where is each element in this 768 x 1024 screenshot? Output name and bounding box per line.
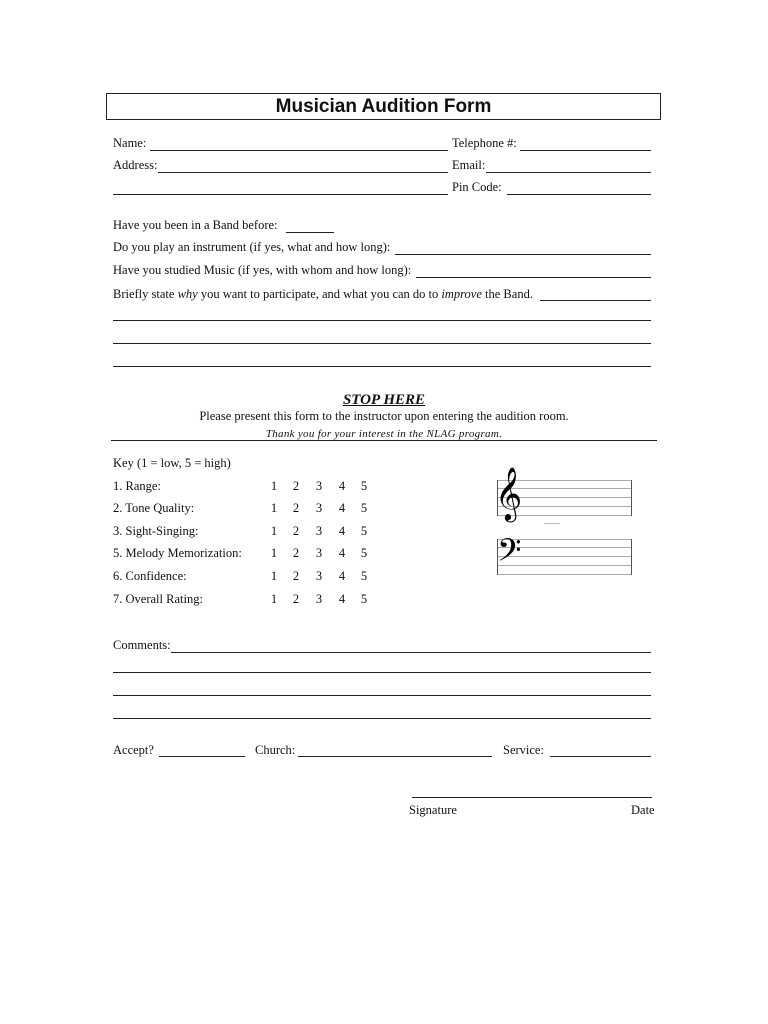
comments-field[interactable] bbox=[171, 652, 651, 653]
rating-item-overall: 7. Overall Rating: bbox=[113, 592, 203, 606]
treble-clef-icon: 𝄞 bbox=[495, 466, 523, 520]
rating-item-range: 1. Range: bbox=[113, 479, 161, 493]
stop-instruction: Please present this form to the instructor upon entering the audition room. bbox=[199, 409, 569, 423]
confidence-score-3[interactable]: 3 bbox=[315, 569, 323, 583]
melody-score-2[interactable]: 2 bbox=[292, 546, 300, 560]
name-field[interactable] bbox=[150, 150, 448, 151]
range-score-3[interactable]: 3 bbox=[315, 479, 323, 493]
stop-heading: STOP HERE bbox=[342, 392, 426, 408]
melody-score-3[interactable]: 3 bbox=[315, 546, 323, 560]
section-divider bbox=[111, 440, 657, 441]
overall-score-2[interactable]: 2 bbox=[292, 592, 300, 606]
why-answer-line-2[interactable] bbox=[113, 320, 651, 321]
instrument-question: Do you play an instrument (if yes, what and how long): bbox=[113, 240, 391, 254]
email-label: Email: bbox=[452, 158, 486, 172]
sight-score-4[interactable]: 4 bbox=[338, 524, 346, 538]
email-field[interactable] bbox=[486, 172, 651, 173]
name-label: Name: bbox=[113, 136, 147, 150]
accept-label: Accept? bbox=[113, 743, 154, 757]
date-label: Date bbox=[631, 803, 655, 817]
rating-item-sight-singing: 3. Sight-Singing: bbox=[113, 524, 199, 538]
form-title: Musician Audition Form bbox=[275, 95, 492, 117]
service-field[interactable] bbox=[550, 756, 651, 757]
signature-field[interactable] bbox=[412, 797, 652, 798]
band-question: Have you been in a Band before: bbox=[113, 218, 278, 232]
comments-line-3[interactable] bbox=[113, 695, 651, 696]
why-question-part-2: you want to participate, and what you can do to bbox=[197, 287, 442, 301]
confidence-score-5[interactable]: 5 bbox=[360, 569, 368, 583]
address-label: Address: bbox=[113, 158, 158, 172]
sight-score-5[interactable]: 5 bbox=[360, 524, 368, 538]
why-answer-line-3[interactable] bbox=[113, 343, 651, 344]
overall-score-1[interactable]: 1 bbox=[270, 592, 278, 606]
rating-key: Key (1 = low, 5 = high) bbox=[113, 456, 231, 470]
overall-score-3[interactable]: 3 bbox=[315, 592, 323, 606]
tone-score-2[interactable]: 2 bbox=[292, 501, 300, 515]
thanks-note: Thank you for your interest in the NLAG program. bbox=[265, 428, 503, 440]
tone-score-3[interactable]: 3 bbox=[315, 501, 323, 515]
why-question-part-3: the Band. bbox=[481, 287, 533, 301]
melody-score-4[interactable]: 4 bbox=[338, 546, 346, 560]
confidence-score-2[interactable]: 2 bbox=[292, 569, 300, 583]
confidence-score-4[interactable]: 4 bbox=[338, 569, 346, 583]
confidence-score-1[interactable]: 1 bbox=[270, 569, 278, 583]
music-study-answer-field[interactable] bbox=[416, 277, 651, 278]
why-question-part-1: Briefly state bbox=[113, 287, 178, 301]
signature-label: Signature bbox=[409, 803, 457, 817]
church-field[interactable] bbox=[298, 756, 492, 757]
church-label: Church: bbox=[255, 743, 296, 757]
music-study-question: Have you studied Music (if yes, with whom and how long): bbox=[113, 263, 412, 277]
form-title-box bbox=[106, 93, 661, 120]
melody-score-5[interactable]: 5 bbox=[360, 546, 368, 560]
overall-score-5[interactable]: 5 bbox=[360, 592, 368, 606]
sight-score-1[interactable]: 1 bbox=[270, 524, 278, 538]
rating-item-confidence: 6. Confidence: bbox=[113, 569, 187, 583]
service-label: Service: bbox=[503, 743, 544, 757]
melody-score-1[interactable]: 1 bbox=[270, 546, 278, 560]
tone-score-1[interactable]: 1 bbox=[270, 501, 278, 515]
range-score-2[interactable]: 2 bbox=[292, 479, 300, 493]
comments-line-4[interactable] bbox=[113, 718, 651, 719]
why-question bbox=[113, 287, 533, 302]
address-field[interactable] bbox=[158, 172, 448, 173]
instrument-answer-field[interactable] bbox=[395, 254, 651, 255]
tone-score-5[interactable]: 5 bbox=[360, 501, 368, 515]
range-score-4[interactable]: 4 bbox=[338, 479, 346, 493]
rating-item-tone-quality: 2. Tone Quality: bbox=[113, 501, 195, 515]
comments-label: Comments: bbox=[113, 638, 171, 652]
tone-score-4[interactable]: 4 bbox=[338, 501, 346, 515]
band-answer-field[interactable] bbox=[286, 232, 334, 233]
range-score-1[interactable]: 1 bbox=[270, 479, 278, 493]
range-score-5[interactable]: 5 bbox=[360, 479, 368, 493]
telephone-field[interactable] bbox=[520, 150, 651, 151]
improve-emphasis: improve bbox=[441, 287, 482, 301]
comments-line-2[interactable] bbox=[113, 672, 651, 673]
rating-item-melody-memorization: 5. Melody Memorization: bbox=[113, 546, 242, 560]
why-answer-field[interactable] bbox=[540, 300, 651, 301]
overall-score-4[interactable]: 4 bbox=[338, 592, 346, 606]
thanks-note-row bbox=[111, 426, 657, 441]
stop-heading-row bbox=[111, 392, 657, 409]
why-emphasis: why bbox=[177, 287, 198, 301]
pin-code-field[interactable] bbox=[507, 194, 651, 195]
bass-clef-icon: 𝄢 bbox=[497, 532, 522, 576]
sight-score-3[interactable]: 3 bbox=[315, 524, 323, 538]
sight-score-2[interactable]: 2 bbox=[292, 524, 300, 538]
why-answer-line-4[interactable] bbox=[113, 366, 651, 367]
telephone-label: Telephone #: bbox=[452, 136, 517, 150]
accept-field[interactable] bbox=[159, 756, 245, 757]
pin-code-label: Pin Code: bbox=[452, 180, 502, 194]
address-line-2-field[interactable] bbox=[113, 194, 448, 195]
ledger-line bbox=[544, 523, 560, 524]
